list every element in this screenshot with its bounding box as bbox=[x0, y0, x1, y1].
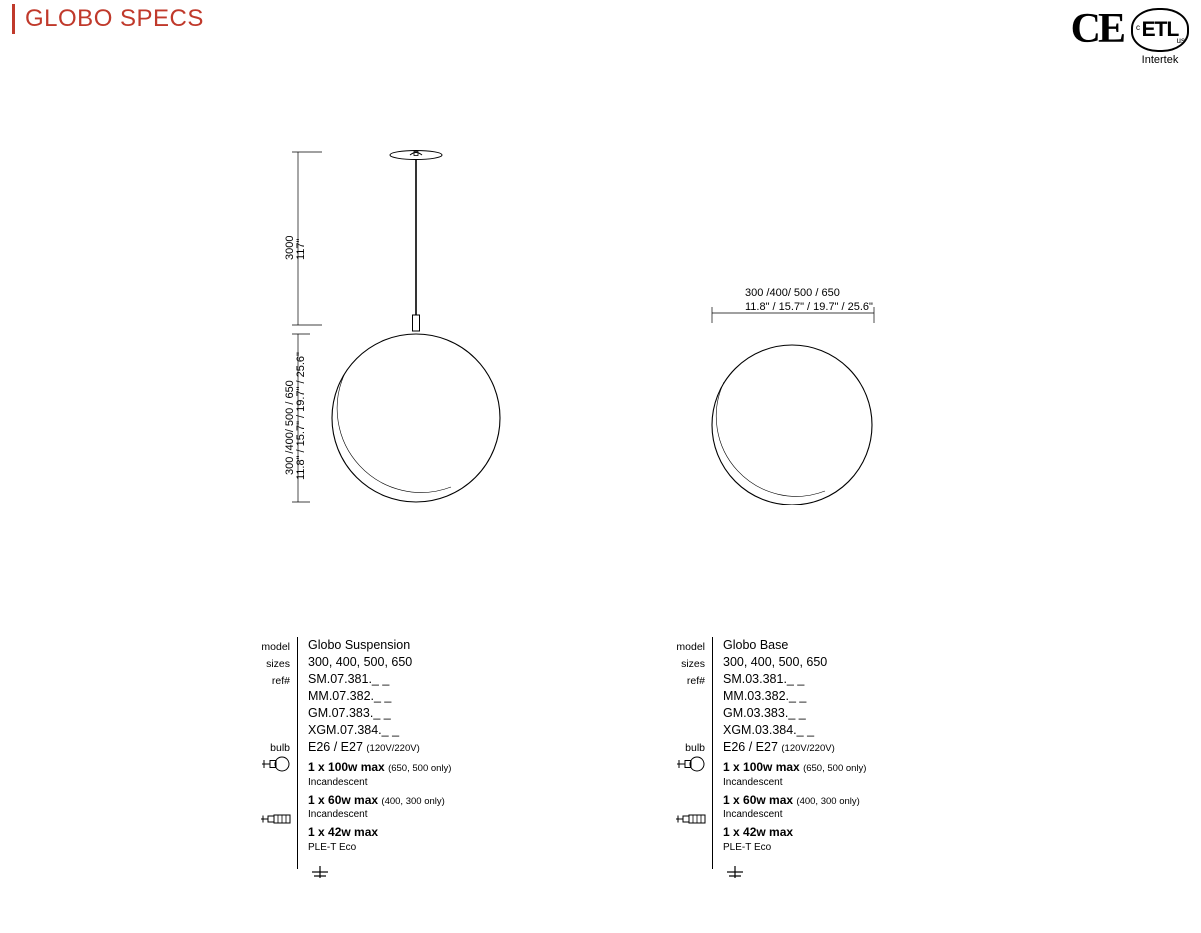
spec-socket-voltage: (120V/220V) bbox=[366, 743, 420, 754]
label-bulb: bulb bbox=[270, 742, 290, 754]
label-sizes: sizes bbox=[681, 658, 705, 670]
bulb-incandescent-icon bbox=[258, 755, 294, 773]
certification-marks bbox=[1071, 8, 1189, 66]
bulb-item bbox=[723, 792, 866, 823]
bulb-note: (650, 500 only) bbox=[803, 763, 867, 774]
ground-symbol-icon bbox=[308, 865, 332, 881]
spec-socket-row bbox=[723, 739, 866, 756]
label-ref: ref# bbox=[271, 675, 290, 687]
spec-value-column bbox=[713, 637, 866, 885]
spec-ref-2: MM.07.382._ _ bbox=[308, 689, 392, 703]
spec-label-column bbox=[258, 637, 298, 869]
etl-us-label: us bbox=[1176, 36, 1185, 45]
bulb-type: PLE-T Eco bbox=[723, 841, 772, 853]
etl-c-label: c bbox=[1136, 23, 1140, 32]
spec-table-suspension bbox=[258, 637, 451, 885]
bulb-note: (400, 300 only) bbox=[796, 795, 860, 807]
bulb-type: Incandescent bbox=[308, 776, 368, 788]
spec-ref-3: GM.03.383._ _ bbox=[723, 706, 806, 720]
bulb-power: 1 x 60w max bbox=[723, 792, 794, 807]
bulb-type: Incandescent bbox=[723, 809, 783, 821]
bulb-type: Incandescent bbox=[308, 809, 368, 821]
bulb-list bbox=[308, 759, 451, 855]
spec-model: Globo Suspension bbox=[308, 638, 411, 652]
bulb-type: PLE-T Eco bbox=[308, 841, 357, 853]
globe-dim-in: 11.8" / 15.7" / 19.7" / 25.6" bbox=[295, 352, 307, 480]
ground-symbol-icon bbox=[723, 865, 747, 881]
bulb-ple-icon bbox=[673, 810, 709, 828]
label-bulb: bulb bbox=[685, 742, 705, 754]
bulb-power: 1 x 60w max bbox=[308, 792, 379, 807]
spec-sizes: 300, 400, 500, 650 bbox=[723, 655, 828, 669]
bulb-power: 1 x 100w max bbox=[308, 760, 385, 774]
bulb-incandescent-icon bbox=[673, 755, 709, 773]
spec-ref-4: XGM.03.384._ _ bbox=[723, 723, 815, 737]
spec-ref-1: SM.03.381._ _ bbox=[723, 672, 805, 686]
spec-label-column bbox=[673, 637, 713, 869]
page-title: GLOBO SPECS bbox=[12, 4, 204, 34]
etl-mark-group bbox=[1131, 8, 1189, 66]
suspension-svg bbox=[270, 130, 570, 520]
spec-socket-voltage: (120V/220V) bbox=[781, 743, 835, 754]
base-dim-in: 11.8" / 15.7" / 19.7" / 25.6" bbox=[745, 301, 873, 313]
bulb-type: Incandescent bbox=[723, 776, 783, 788]
globe-dim-mm: 300 /400/ 500 / 650 bbox=[284, 380, 296, 475]
label-ref: ref# bbox=[686, 675, 705, 687]
spec-table-base bbox=[673, 637, 866, 885]
base-drawing bbox=[680, 275, 940, 510]
bulb-power: 1 x 100w max bbox=[723, 760, 800, 774]
bulb-note: (650, 500 only) bbox=[388, 763, 452, 774]
drop-dim-in: 117" bbox=[295, 238, 307, 260]
bulb-ple-icon bbox=[258, 810, 294, 828]
intertek-label: Intertek bbox=[1141, 54, 1179, 66]
suspension-drawing bbox=[270, 130, 570, 525]
label-model: model bbox=[676, 641, 705, 653]
etl-label: ETL bbox=[1141, 18, 1179, 41]
base-dim-mm: 300 /400/ 500 / 650 bbox=[745, 287, 840, 299]
label-sizes: sizes bbox=[266, 658, 290, 670]
spec-ref-4: XGM.07.384._ _ bbox=[308, 723, 400, 737]
bulb-item bbox=[308, 759, 451, 790]
label-model: model bbox=[261, 641, 290, 653]
spec-socket-row bbox=[308, 739, 451, 756]
bulb-power: 1 x 42w max bbox=[308, 825, 379, 839]
bulb-item bbox=[723, 759, 866, 790]
bulb-note: (400, 300 only) bbox=[381, 795, 445, 807]
bulb-item bbox=[308, 792, 451, 823]
drop-dim-mm: 3000 bbox=[284, 235, 296, 260]
etl-mark-icon bbox=[1131, 8, 1189, 52]
spec-ref-3: GM.07.383._ _ bbox=[308, 706, 391, 720]
bulb-list bbox=[723, 759, 866, 855]
spec-sizes: 300, 400, 500, 650 bbox=[308, 655, 413, 669]
ce-mark-icon: CE bbox=[1070, 6, 1123, 52]
spec-model: Globo Base bbox=[723, 638, 789, 652]
bulb-item bbox=[308, 824, 451, 855]
bulb-power: 1 x 42w max bbox=[723, 825, 794, 839]
spec-value-column bbox=[298, 637, 451, 885]
spec-ref-1: SM.07.381._ _ bbox=[308, 672, 390, 686]
spec-ref-2: MM.03.382._ _ bbox=[723, 689, 807, 703]
spec-socket: E26 / E27 bbox=[308, 740, 363, 754]
bulb-item bbox=[723, 824, 866, 855]
spec-socket: E26 / E27 bbox=[723, 740, 778, 754]
